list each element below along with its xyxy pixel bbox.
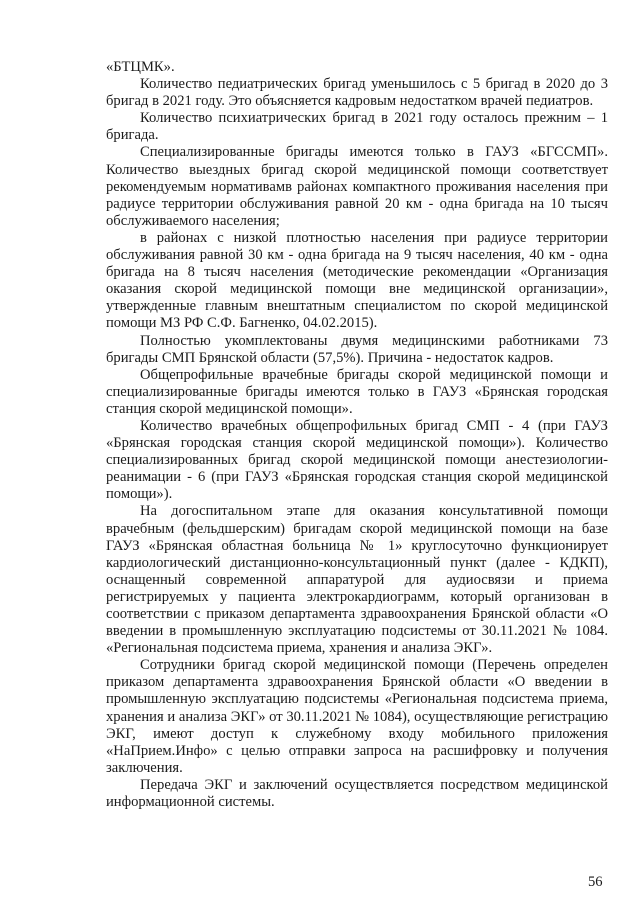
- paragraph: На догоспитальном этапе для оказания консультативной помощи врачебным (фельдшерским) бригадам скорой медицинской помощи на базе ГАУЗ «Брянская областная больница № 1» круглосуточно функционирует кардиологический дистанционно-консультационный пункт (далее - КДКП), оснащенный современной аппаратурой для аудиосвязи и приема регистрируемых у пациента электрокардиограмм, который организован в соответствии с приказом департамента здравоохранения Брянской области «О введении в промышленную эксплуатацию подсистемы от 30.11.2021 № 1084. «Региональная подсистема приема, хранения и анализа ЭКГ».: [106, 503, 608, 657]
- paragraph: Количество педиатрических бригад уменьшилось с 5 бригад в 2020 до 3 бригад в 2021 году. Это объясняется кадровым недостатком врачей педиатров.: [106, 76, 608, 110]
- paragraph: Передача ЭКГ и заключений осуществляется посредством медицинской информационной системы.: [106, 776, 608, 811]
- paragraph: «БТЦМК».: [106, 59, 175, 75]
- paragraph: в районах с низкой плотностью населения при радиусе территории обслуживания равной 30 км - одна бригада на 9 тысяч населения, 40 км - одна бригада на 8 тысяч населения (методические рекомендации «Организация оказания скорой медицинской помощи вне медицинской организации», утвержденные главным внештатным специалистом по скорой медицинской помощи МЗ РФ С.Ф. Багненко, 04.02.2015).: [106, 229, 608, 332]
- paragraph: Количество врачебных общепрофильных бригад СМП - 4 (при ГАУЗ «Брянская городская станция скорой медицинской помощи»). Количество специализированных бригад скорой медицинской помощи анестезиологии-реанимации - 6 (при ГАУЗ «Брянская городская станция скорой медицинской помощи»).: [106, 417, 608, 503]
- paragraph: Общепрофильные врачебные бригады скорой медицинской помощи и специализированные бригады имеются только в ГАУЗ «Брянская городская станция скорой медицинской помощи».: [106, 366, 608, 417]
- paragraph: Количество психиатрических бригад в 2021 году осталось прежним – 1 бригада.: [106, 110, 608, 144]
- paragraph: Специализированные бригады имеются только в ГАУЗ «БГССМП». Количество выездных бригад скорой медицинской помощи соответствует рекомендуемым нормативамв районах компактного проживания населения при радиусе территории обслуживания равной 20 км - одна бригада на 10 тысяч обслуживаемого населения;: [106, 144, 608, 229]
- page-number: 56: [588, 874, 603, 890]
- document-body: [106, 59, 608, 811]
- paragraph: Полностью укомплектованы двумя медицинскими работниками 73 бригады СМП Брянской области (57,5%). Причина - недостаток кадров.: [106, 332, 608, 366]
- paragraph: Сотрудники бригад скорой медицинской помощи (Перечень определен приказом департамента здравоохранения Брянской области «О введении в промышленную эксплуатацию подсистемы «Региональная подсистема приема, хранения и анализа ЭКГ» от 30.11.2021 № 1084), осуществляющие регистрацию ЭКГ, имеют доступ к служебному входу мобильного приложения «НаПрием.Инфо» с целью отправки запроса на расшифровку и получения заключения.: [106, 657, 608, 776]
